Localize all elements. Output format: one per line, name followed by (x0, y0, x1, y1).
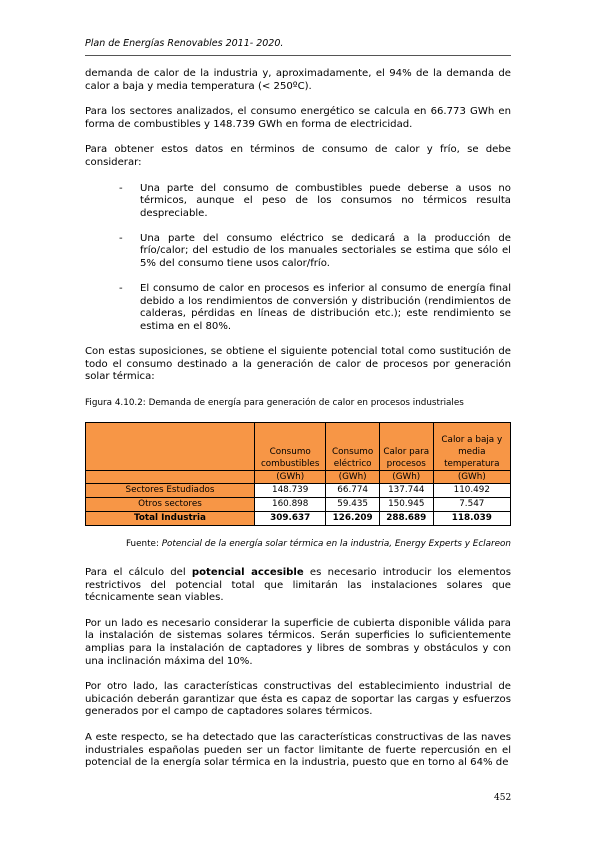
table-header-cell: Calor para procesos (379, 423, 433, 471)
paragraph-3: Para obtener estos datos en términos de consumo de calor y frío, se debe considerar: (85, 144, 511, 168)
table-cell: 160.898 (255, 498, 326, 512)
table-header-row (86, 423, 511, 471)
bullet-text: El consumo de calor en procesos es inferior al consumo de energía final debido a los rendimientos de conversión y distribución (rendimientos de calderas, pérdidas en líneas de distribución etc.); este rendimiento se estima en el 80%. (140, 283, 511, 332)
table-row (86, 484, 511, 498)
paragraph-1: demanda de calor de la industria y, aproximadamente, el 94% de la demanda de calor a baja y media temperatura (< 250ºC). (85, 68, 511, 92)
paragraph-2: Para los sectores analizados, el consumo energético se calcula en 66.773 GWh en forma de combustibles y 148.739 GWh en forma de electricidad. (85, 106, 511, 130)
bullet-dash: - (119, 283, 123, 295)
bullet-item (85, 283, 511, 333)
row-label: Sectores Estudiados (86, 484, 255, 498)
paragraph-5-bold: potencial accesible (191, 566, 304, 578)
row-label: Total Industria (86, 512, 255, 526)
table-header-cell: Calor a baja y media temperatura (433, 423, 510, 471)
table-cell: 66.774 (326, 484, 380, 498)
table-unit-cell: (GWh) (433, 471, 510, 484)
bullet-text: Una parte del consumo eléctrico se dedicará a la producción de frío/calor; del estudio de los manuales sectoriales se estima que sólo el 5% del consumo tiene usos calor/frío. (140, 232, 511, 270)
bullet-item (85, 183, 511, 221)
table-unit-cell: (GWh) (326, 471, 380, 484)
bullet-dash: - (119, 232, 123, 244)
page-number: 452 (494, 793, 512, 803)
energy-demand-table (85, 422, 511, 526)
table-header-cell: Consumo combustibles (255, 423, 326, 471)
paragraph-4: Con estas suposiciones, se obtiene el siguiente potencial total como sustitución de todo el consumo destinado a la generación de calor de procesos por generación solar térmica: (85, 346, 511, 383)
paragraph-5 (85, 567, 511, 605)
table-row (86, 498, 511, 512)
body-text (85, 68, 511, 783)
table-unit-cell: (GWh) (255, 471, 326, 484)
table-cell: 150.945 (379, 498, 433, 512)
table-source (85, 538, 511, 551)
table-corner-cell (86, 423, 255, 471)
paragraph-5-start: Para el cálculo del (85, 566, 192, 578)
table-cell: 59.435 (326, 498, 380, 512)
paragraph-6: Por un lado es necesario considerar la superficie de cubierta disponible válida para la instalación de sistemas solares térmicos. Serán superficies lo suficientemente amplias para la instalación de captadores y libres de sombras y obstáculos y con una inclinación máxima del 10%. (85, 617, 511, 667)
table-header-cell: Consumo eléctrico (326, 423, 380, 471)
table-cell: 309.637 (255, 512, 326, 526)
bullet-list (85, 183, 511, 334)
bullet-text: Una parte del consumo de combustibles puede deberse a usos no térmicos, aunque el peso de los consumos no térmicos resulta despreciable. (140, 182, 511, 219)
paragraph-7: Por otro lado, las características constructivas del establecimiento industrial de ubicación deberán garantizar que ésta es capaz de soportar las cargas y esfuerzos generados por el campo de captadores solares térmicos. (85, 681, 511, 718)
table-cell: 118.039 (433, 512, 510, 526)
table-units-row (86, 471, 511, 484)
table-total-row (86, 512, 511, 526)
table-unit-cell: (GWh) (379, 471, 433, 484)
running-header: Plan de Energías Renovables 2011- 2020. (85, 38, 284, 49)
table-cell: 7.547 (433, 498, 510, 512)
table-units-blank (86, 471, 255, 484)
paragraph-8: A este respecto, se ha detectado que las características constructivas de las naves industriales españolas pueden ser un factor limitante de fuerte repercusión en el potencial de la energía solar térmica en la industria, puesto que en torno al 64% de (85, 731, 511, 769)
table-cell: 148.739 (255, 484, 326, 498)
source-title: Potencial de la energía solar térmica en la industria, Energy Experts y Eclareon (161, 539, 511, 550)
table-cell: 137.744 (379, 484, 433, 498)
bullet-item (85, 233, 511, 271)
table-cell: 126.209 (326, 512, 380, 526)
paragraph-5-end: es necesario introducir los elementos restrictivos del potencial total que limitarán las instalaciones solares que técnicamente sean viables. (85, 566, 511, 604)
header-rule (85, 55, 511, 56)
bullet-dash: - (119, 182, 123, 194)
table-cell: 288.689 (379, 512, 433, 526)
row-label: Otros sectores (86, 498, 255, 512)
figure-caption: Figura 4.10.2: Demanda de energía para generación de calor en procesos industriales (85, 397, 464, 408)
source-prefix: Fuente: (125, 539, 162, 550)
table-cell: 110.492 (433, 484, 510, 498)
